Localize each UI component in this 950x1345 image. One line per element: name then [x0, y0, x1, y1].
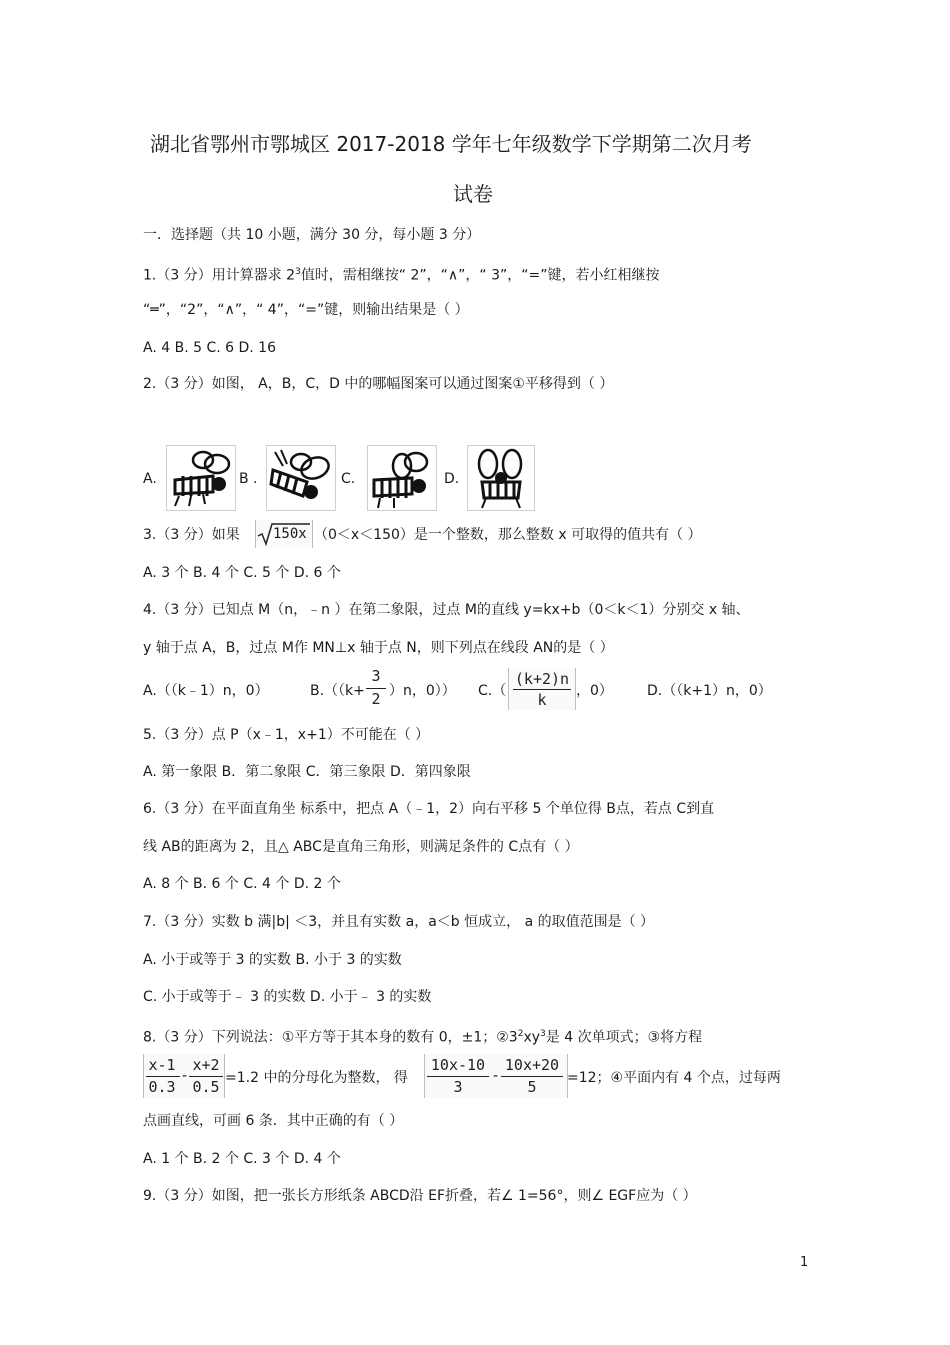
- q4-option-c-den: k: [537, 691, 547, 709]
- q4-option-c-post: ，0）: [576, 683, 613, 699]
- q7-options-ab: A. 小于或等于 3 的实数 B. 小于 3 的实数: [143, 952, 402, 968]
- q8-frac1-line: [146, 1076, 180, 1077]
- q8-line-1: 8.（3 分）下列说法：①平方等于其本身的数有 0，±1；$②3^2xy^3$是 4 次单项式；③将方程: [143, 1029, 703, 1046]
- q4-option-b-pre: B.（（k+: [310, 683, 365, 699]
- q4-option-d: D.（（k+1）n，0）: [647, 683, 772, 699]
- q8-options: A. 1 个 B. 2 个 C. 3 个 D. 4 个: [143, 1151, 341, 1167]
- q8-frac4-num: 10x+20: [504, 1056, 560, 1074]
- q4-option-a: A.（（k﹣1）n，0）: [143, 683, 269, 699]
- q3-line-1: 3.（3 分）如果: [143, 527, 240, 543]
- q8-frac1-num: x-1: [148, 1056, 176, 1074]
- section-heading: 一．选择题（共 10 小题，满分 30 分，每小题 3 分）: [143, 227, 481, 243]
- q2-line-1: 2.（3 分）如图， A，B，C，D 中的哪幅图案可以通过图案①平移得到（ ）: [143, 376, 614, 392]
- q4-option-b-den: 2: [371, 690, 381, 708]
- q2-label-a: A.: [143, 471, 157, 487]
- q6-options: A. 8 个 B. 6 个 C. 4 个 D. 2 个: [143, 876, 341, 892]
- q8-frac2-num: x+2: [192, 1056, 220, 1074]
- q4-option-b-fracline: [366, 688, 386, 689]
- q8-frac3-line: [427, 1076, 489, 1077]
- q8-frac3-den: 3: [453, 1078, 463, 1096]
- q8-line-2b: =12；④平面内有 4 个点，过每两: [567, 1070, 781, 1086]
- q3-line-1-cont: （0＜x＜150）是一个整数，那么整数 x 可取得的值共有（ ）: [314, 527, 702, 543]
- q4-option-b-post: ）n，0））: [389, 683, 456, 699]
- radicand: 150x: [273, 526, 307, 542]
- bee-image-d: [467, 445, 535, 511]
- q4-option-c-pre: C.（: [478, 683, 507, 699]
- q4-option-c-frac-image: [508, 668, 576, 710]
- q8-minus: -: [180, 1066, 190, 1084]
- bee-image-a: [166, 445, 236, 511]
- q2-label-b: B .: [239, 471, 258, 487]
- q4-option-c-num: (k+2)n: [514, 670, 570, 688]
- q8-line-2a: =1.2 中的分母化为整数， 得: [225, 1070, 408, 1086]
- q3-options: A. 3 个 B. 4 个 C. 5 个 D. 6 个: [143, 565, 341, 581]
- title-line-2: 试卷: [453, 182, 493, 206]
- q2-label-d: D.: [444, 471, 460, 487]
- q8-line-3: 点画直线，可画 6 条．其中正确的有（ ）: [143, 1113, 404, 1129]
- page-number: 1: [800, 1255, 809, 1270]
- q8-frac4-den: 5: [527, 1078, 537, 1096]
- q1-options: A. 4 B. 5 C. 6 D. 16: [143, 340, 276, 356]
- q8-frac1-den: 0.3: [148, 1078, 176, 1096]
- title-line-1: 湖北省鄂州市鄂城区 2017-2018 学年七年级数学下学期第二次月考: [150, 132, 752, 156]
- q8-frac2-line: [189, 1076, 223, 1077]
- q4-option-c-fracline: [513, 689, 571, 690]
- q8-fraction-image-2: [424, 1054, 568, 1098]
- q6-line-1: 6.（3 分）在平面直角坐 标系中，把点 A（﹣1，2）向右平移 5 个单位得 B点，若点 C到直: [143, 801, 715, 817]
- q1-line-1: 1.（3 分）用计算器求 $2^3$值时，需相继按“ 2”，“∧”，“ 3”，“=”键，若小红相继按: [143, 267, 660, 284]
- bee-image-c: [367, 445, 437, 511]
- q4-option-b-num: 3: [371, 667, 381, 685]
- q5-options: A. 第一象限 B．第二象限 C．第三象限 D．第四象限: [143, 764, 471, 780]
- radical-image: [255, 520, 313, 548]
- q9-line-1: 9.（3 分）如图，把一张长方形纸条 ABCD沿 EF折叠，若∠ 1=56°，则∠ EGF应为（ ）: [143, 1188, 697, 1204]
- q1-line-2: “═”，“2”，“∧”，“ 4”，“=”键，则输出结果是（ ）: [143, 302, 469, 318]
- q8-fraction-image-1: [143, 1054, 225, 1098]
- q4-line-2: y 轴于点 A，B，过点 M作 MN⊥x 轴于点 N，则下列点在线段 AN的是（ ）: [143, 640, 614, 656]
- q6-line-2: 线 AB的距离为 2，且△ ABC是直角三角形，则满足条件的 C点有（ ）: [143, 839, 579, 855]
- bee-image-b: [266, 445, 336, 511]
- q2-label-c: C.: [341, 471, 356, 487]
- q7-options-cd: C. 小于或等于﹣ 3 的实数 D. 小于﹣ 3 的实数: [143, 989, 432, 1005]
- q8-frac3-num: 10x-10: [430, 1056, 486, 1074]
- q7-line-1: 7.（3 分）实数 b 满|b| ＜3，并且有实数 a，a＜b 恒成立， a 的取值范围是（ ）: [143, 914, 655, 930]
- q8-frac2-den: 0.5: [192, 1078, 220, 1096]
- q5-line-1: 5.（3 分）点 P（x﹣1，x+1）不可能在（ ）: [143, 727, 430, 743]
- q8-minus-2: -: [491, 1066, 501, 1084]
- q8-frac4-line: [501, 1076, 563, 1077]
- q4-line-1: 4.（3 分）已知点 M（n，﹣n ）在第二象限，过点 M的直线 y=kx+b（0＜k＜1）分别交 x 轴、: [143, 602, 750, 618]
